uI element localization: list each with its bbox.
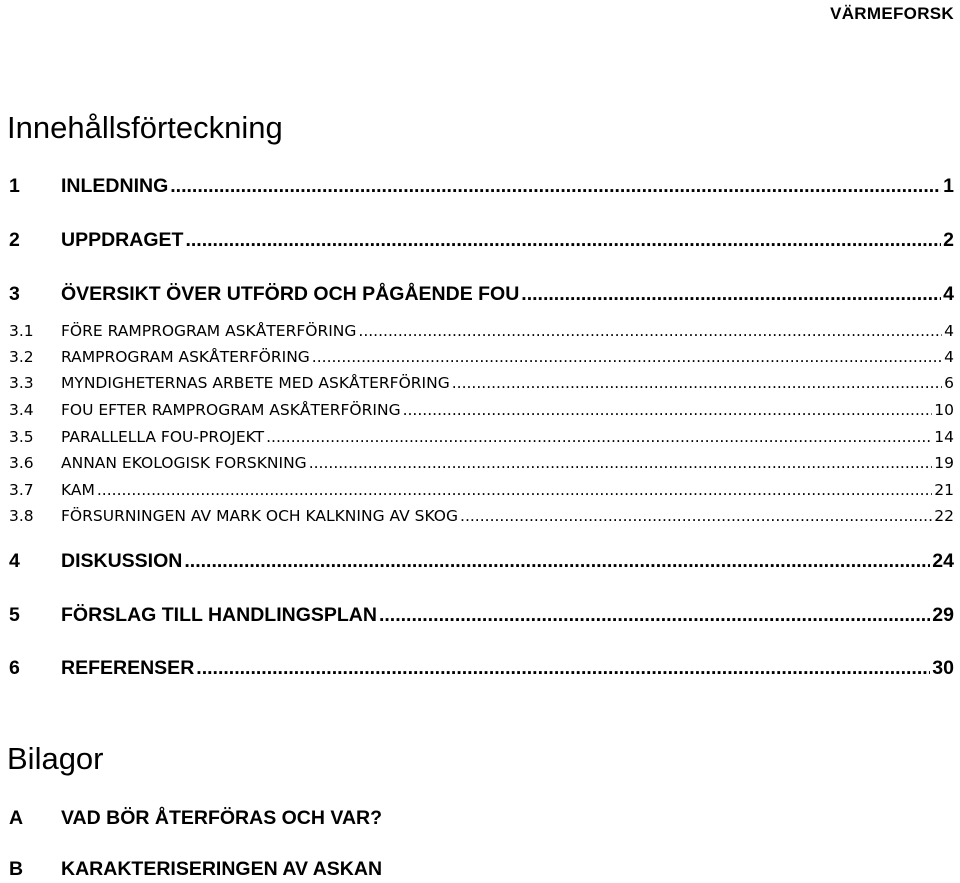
toc-dot-leader: [184, 550, 930, 573]
toc-entry-title: PARALLELLA FOU-PROJEKT: [61, 428, 265, 446]
appendix-entry[interactable]: [9, 858, 382, 881]
document-header-org: VÄRMEFORSK: [830, 4, 954, 23]
toc-entry-page: 4: [944, 348, 954, 366]
toc-entry-number: 4: [9, 550, 20, 572]
appendix-entry[interactable]: [9, 807, 382, 830]
toc-entry-number: 5: [9, 604, 20, 626]
toc-entry-page: 4: [944, 322, 954, 340]
toc-entry-number: 2: [9, 229, 20, 251]
toc-subentry[interactable]: [9, 428, 954, 446]
toc-subentry[interactable]: [9, 374, 954, 392]
toc-dot-leader: [452, 374, 942, 392]
toc-entry-title: FOU EFTER RAMPROGRAM ASKÅTERFÖRING: [61, 401, 401, 419]
toc-entry[interactable]: [9, 283, 954, 306]
toc-dot-leader: [266, 428, 932, 446]
toc-entry-title: DISKUSSION: [61, 550, 183, 572]
toc-entry-title: UPPDRAGET: [61, 229, 184, 251]
toc-entry-number: 3.6: [9, 454, 34, 472]
toc-dot-leader: [97, 481, 932, 499]
toc-dot-leader: [185, 229, 941, 252]
toc-dot-leader: [196, 657, 930, 680]
toc-entry-page: 24: [932, 550, 954, 572]
toc-entry-title: ANNAN EKOLOGISK FORSKNING: [61, 454, 307, 472]
toc-subentry[interactable]: [9, 401, 954, 419]
toc-subentry[interactable]: [9, 481, 954, 499]
toc-entry-number: 3.1: [9, 322, 34, 340]
toc-entry-number: 3.2: [9, 348, 34, 366]
toc-dot-leader: [358, 322, 942, 340]
toc-dot-leader: [521, 283, 941, 306]
appendix-entry-title: KARAKTERISERINGEN AV ASKAN: [61, 858, 383, 880]
toc-entry-number: 1: [9, 175, 20, 197]
toc-entry-page: 19: [934, 454, 954, 472]
toc-entry-title: MYNDIGHETERNAS ARBETE MED ASKÅTERFÖRING: [61, 374, 450, 392]
appendix-entry-title: VAD BÖR ÅTERFÖRAS OCH VAR?: [61, 807, 383, 829]
toc-dot-leader: [460, 507, 932, 525]
toc-entry-page: 21: [934, 481, 954, 499]
toc-entry-number: 6: [9, 657, 20, 679]
appendix-heading: Bilagor: [7, 741, 104, 776]
toc-entry-page: 30: [932, 657, 954, 679]
toc-entry-title: RAMPROGRAM ASKÅTERFÖRING: [61, 348, 310, 366]
toc-subentry[interactable]: [9, 348, 954, 366]
toc-dot-leader: [309, 454, 933, 472]
toc-dot-leader: [403, 401, 933, 419]
toc-dot-leader: [379, 604, 930, 627]
toc-entry[interactable]: [9, 657, 954, 680]
toc-subentry[interactable]: [9, 507, 954, 525]
toc-entry[interactable]: [9, 550, 954, 573]
toc-entry-title: ÖVERSIKT ÖVER UTFÖRD OCH PÅGÅENDE FOU: [61, 283, 520, 305]
toc-entry-title: FÖRSURNINGEN AV MARK OCH KALKNING AV SKOG: [61, 507, 459, 525]
toc-entry-page: 6: [944, 374, 954, 392]
toc-dot-leader: [170, 175, 941, 198]
toc-entry-page: 1: [943, 175, 954, 197]
toc-entry-page: 22: [934, 507, 954, 525]
toc-entry[interactable]: [9, 229, 954, 252]
toc-entry-number: 3.4: [9, 401, 34, 419]
toc-entry-page: 29: [932, 604, 954, 626]
toc-entry-number: 3.8: [9, 507, 34, 525]
toc-subentry[interactable]: [9, 454, 954, 472]
toc-entry-number: 3.5: [9, 428, 34, 446]
toc-entry-page: 14: [934, 428, 954, 446]
toc-entry[interactable]: [9, 604, 954, 627]
toc-entry-number: 3.7: [9, 481, 34, 499]
toc-heading: Innehållsförteckning: [7, 110, 283, 145]
toc-entry-page: 10: [934, 401, 954, 419]
toc-entry-title: INLEDNING: [61, 175, 169, 197]
toc-entry[interactable]: [9, 175, 954, 198]
toc-entry-page: 4: [943, 283, 954, 305]
toc-entry-title: REFERENSER: [61, 657, 195, 679]
toc-entry-number: 3: [9, 283, 20, 305]
toc-entry-number: 3.3: [9, 374, 34, 392]
toc-entry-title: FÖRSLAG TILL HANDLINGSPLAN: [61, 604, 377, 626]
toc-entry-page: 2: [943, 229, 954, 251]
toc-entry-title: FÖRE RAMPROGRAM ASKÅTERFÖRING: [61, 322, 357, 340]
toc-entry-title: KAM: [61, 481, 95, 499]
toc-dot-leader: [312, 348, 942, 366]
toc-subentry[interactable]: [9, 322, 954, 340]
appendix-entry-letter: A: [9, 807, 24, 829]
appendix-entry-letter: B: [9, 858, 24, 880]
